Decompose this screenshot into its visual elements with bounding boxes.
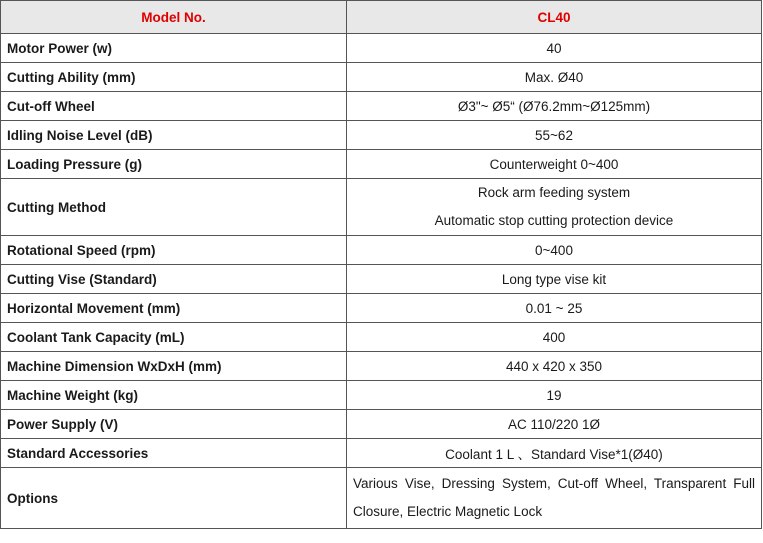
value-line: Rock arm feeding system — [477, 185, 631, 200]
row-label: Motor Power (w) — [1, 34, 347, 63]
row-label: Idling Noise Level (dB) — [1, 121, 347, 150]
row-label: Machine Weight (kg) — [1, 381, 347, 410]
row-label: Rotational Speed (rpm) — [1, 236, 347, 265]
table-row — [1, 92, 762, 121]
row-value: Coolant 1 L 、Standard Vise*1(Ø40) — [347, 439, 762, 468]
row-value: 55~62 — [347, 121, 762, 150]
row-value: 400 — [347, 323, 762, 352]
row-label: Cut-off Wheel — [1, 92, 347, 121]
model-value: CL40 — [347, 1, 762, 34]
row-value: AC 110/220 1Ø — [347, 410, 762, 439]
row-value: Max. Ø40 — [347, 63, 762, 92]
table-row — [1, 294, 762, 323]
row-value: 440 x 420 x 350 — [347, 352, 762, 381]
table-row — [1, 323, 762, 352]
row-label: Cutting Method — [1, 179, 347, 236]
row-label: Machine Dimension WxDxH (mm) — [1, 352, 347, 381]
row-label: Horizontal Movement (mm) — [1, 294, 347, 323]
row-value: Counterweight 0~400 — [347, 150, 762, 179]
row-value: 0~400 — [347, 236, 762, 265]
model-label: Model No. — [1, 1, 347, 34]
row-label: Standard Accessories — [1, 439, 347, 468]
table-row — [1, 352, 762, 381]
row-value — [347, 179, 762, 236]
header-row — [1, 1, 762, 34]
table-row — [1, 34, 762, 63]
row-label: Cutting Ability (mm) — [1, 63, 347, 92]
table-row — [1, 179, 762, 236]
row-value: Various Vise, Dressing System, Cut-off Wheel, Transparent Full Closure, Electric Magnetic Lock — [347, 468, 762, 529]
table-row — [1, 236, 762, 265]
table-row — [1, 265, 762, 294]
table-row — [1, 63, 762, 92]
row-label: Cutting Vise (Standard) — [1, 265, 347, 294]
table-row — [1, 410, 762, 439]
table-row — [1, 439, 762, 468]
value-line: Automatic stop cutting protection device — [434, 213, 674, 228]
table-row — [1, 121, 762, 150]
row-label: Power Supply (V) — [1, 410, 347, 439]
table-row — [1, 381, 762, 410]
row-value: 19 — [347, 381, 762, 410]
row-value: 40 — [347, 34, 762, 63]
row-value: Long type vise kit — [347, 265, 762, 294]
row-label: Coolant Tank Capacity (mL) — [1, 323, 347, 352]
table-row — [1, 468, 762, 529]
row-value: Ø3"~ Ø5“ (Ø76.2mm~Ø125mm) — [347, 92, 762, 121]
row-value: 0.01 ~ 25 — [347, 294, 762, 323]
row-label: Loading Pressure (g) — [1, 150, 347, 179]
row-label: Options — [1, 468, 347, 529]
table-row — [1, 150, 762, 179]
